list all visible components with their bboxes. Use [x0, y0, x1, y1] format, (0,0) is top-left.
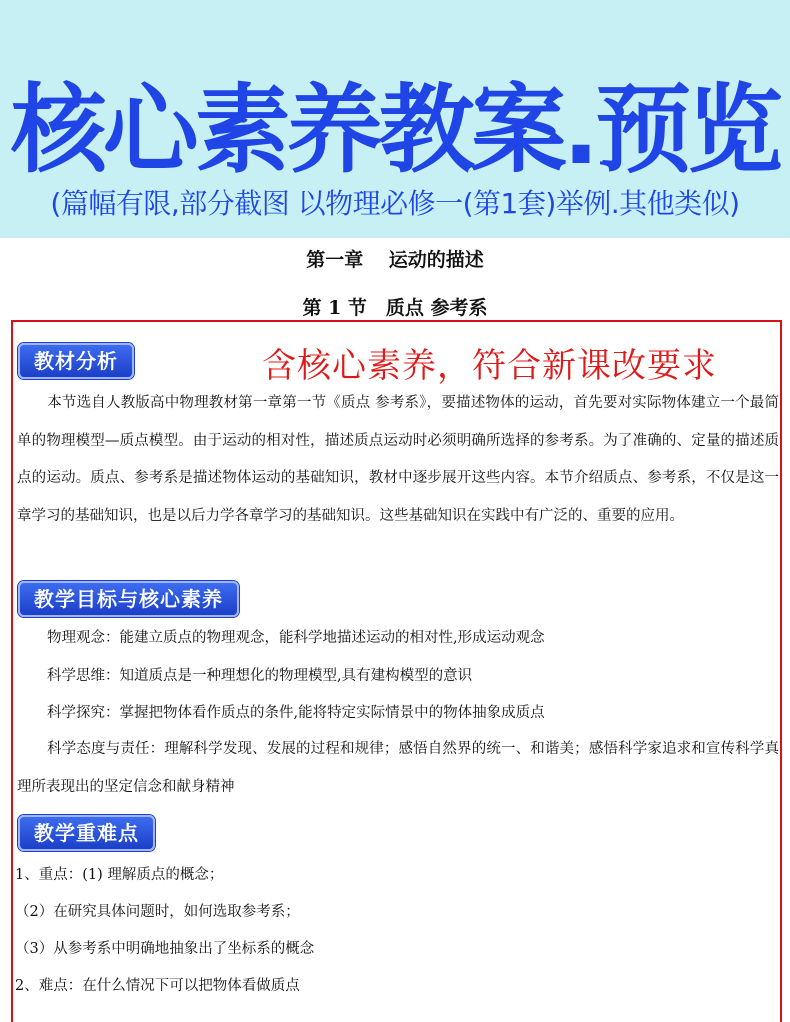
objective-item [17, 731, 779, 806]
objective-item: 科学思维：知道质点是一种理想化的物理模型,具有建构模型的意识 [47, 668, 473, 684]
slogan: 含核心素养，符合新课改要求 [262, 346, 717, 386]
objective-item-text: 科学态度与责任：理解科学发现、发展的过程和规律；感悟自然界的统一、和谐美；感悟科学家追求和宣传科学真理所表现出的坚定信念和献身精神 [17, 741, 779, 795]
section-title: 第 1 节 质点 参考系 [302, 297, 488, 319]
key-points-heading: 教学重难点 [18, 815, 155, 851]
analysis-text: 本节选自人教版高中物理教材第一章第一节《质点 参考系》，要描述物体的运动，首先要对实际物体建立一个最简单的物理模型—质点模型。由于运动的相对性，描述质点运动时必须明确所选择的参考系。为了准确的、定量的描述质点的运动。质点、参考系是描述物体运动的基础知识，教材中逐步展开这些内容。本节介绍质点、参考系，不仅是这一章学习的基础知识，也是以后力学各章学习的基础知识。这些基础知识在实践中有广泛的、重要的应用。 [17, 395, 779, 524]
preview-banner [0, 0, 790, 238]
key-point-item: （2）在研究具体问题时，如何选取参考系； [15, 904, 300, 920]
banner-title: 核心素养教案.预览 [10, 74, 780, 186]
analysis-heading: 教材分析 [18, 343, 134, 379]
analysis-paragraph [17, 385, 779, 535]
key-point-item: （3）从参考系中明确地抽象出了坐标系的概念 [15, 941, 315, 957]
key-point-item: 1、重点：(1) 理解质点的概念； [15, 867, 224, 883]
objective-item: 物理观念：能建立质点的物理观念，能科学地描述运动的相对性,形成运动观念 [47, 630, 545, 646]
key-point-item: 2、难点：在什么情况下可以把物体看做质点 [15, 978, 300, 994]
chapter-title: 第一章 运动的描述 [306, 249, 484, 271]
banner-subtitle: (篇幅有限,部分截图 以物理必修一(第1套)举例.其他类似) [50, 187, 740, 220]
objectives-heading: 教学目标与核心素养 [18, 581, 239, 617]
objective-item: 科学探究：掌握把物体看作质点的条件,能将特定实际情景中的物体抽象成质点 [47, 705, 545, 721]
